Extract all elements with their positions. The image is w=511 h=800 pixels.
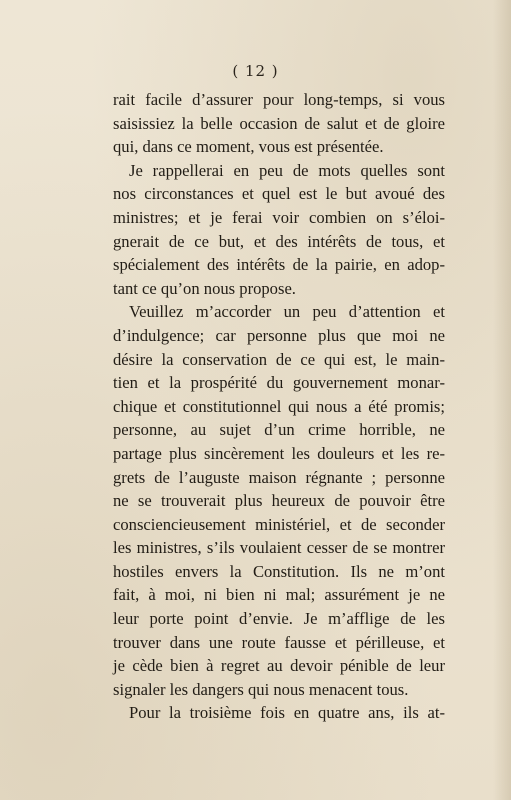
text-line: fait, à moi, ni bien ni mal; assurément je ne: [113, 585, 445, 605]
page-number: ( 12 ): [232, 62, 279, 80]
text-line: personne, au sujet d’un crime horrible, ne: [113, 420, 445, 440]
text-line: d’indulgence; car personne plus que moi ne: [113, 325, 445, 345]
text-line: trouver dans une route fausse et périlleuse, et: [113, 632, 445, 652]
body-text: [113, 88, 445, 725]
text-line: ne se trouverait plus heureux de pouvoir être: [113, 491, 445, 511]
text-line: désire la conservation de ce qui est, le main-: [113, 349, 445, 369]
paragraph-4: [113, 701, 445, 725]
text-line: nos circonstances et quel est le but avoué des: [113, 184, 445, 204]
text-line: chique et constitutionnel qui nous a été promis;: [113, 396, 445, 416]
text-line: saisissiez la belle occasion de salut et de gloire: [113, 113, 445, 133]
text-line: leur porte point d’envie. Je m’afflige de les: [113, 609, 445, 629]
text-line: Pour la troisième fois en quatre ans, ils at-: [129, 703, 445, 723]
text-line: consciencieusement ministériel, et de seconder: [113, 514, 445, 534]
text-line: qui, dans ce moment, vous est présentée.: [113, 137, 384, 157]
text-line: rait facile d’assurer pour long-temps, si vous: [113, 90, 445, 109]
text-line: hostiles envers la Constitution. Ils ne m’ont: [113, 561, 445, 581]
text-line: partage plus sincèrement les douleurs et les re-: [113, 443, 445, 463]
paragraph-1: [113, 88, 445, 159]
text-line: je cède bien à regret au devoir pénible de leur: [113, 656, 445, 676]
text-line: spécialement des intérêts de la pairie, en adop-: [113, 255, 445, 275]
text-line: gnerait de ce but, et des intérêts de tous, et: [113, 231, 445, 251]
text-line: les ministres, s’ils voulaient cesser de se montrer: [113, 538, 445, 558]
text-line: ministres; et je ferai voir combien on s’éloi-: [113, 207, 445, 227]
text-line: tien et la prospérité du gouvernement monar-: [113, 373, 445, 393]
text-line: signaler les dangers qui nous menacent tous.: [113, 679, 409, 699]
paragraph-2: [113, 159, 445, 301]
page-edge-shadow: [493, 0, 511, 800]
paragraph-3: [113, 300, 445, 701]
text-line: grets de l’auguste maison régnante ; personne: [113, 467, 445, 487]
text-line: tant ce qu’on nous propose.: [113, 278, 296, 298]
text-line: Je rappellerai en peu de mots quelles sont: [129, 160, 445, 180]
text-line: Veuillez m’accorder un peu d’attention et: [129, 302, 445, 322]
